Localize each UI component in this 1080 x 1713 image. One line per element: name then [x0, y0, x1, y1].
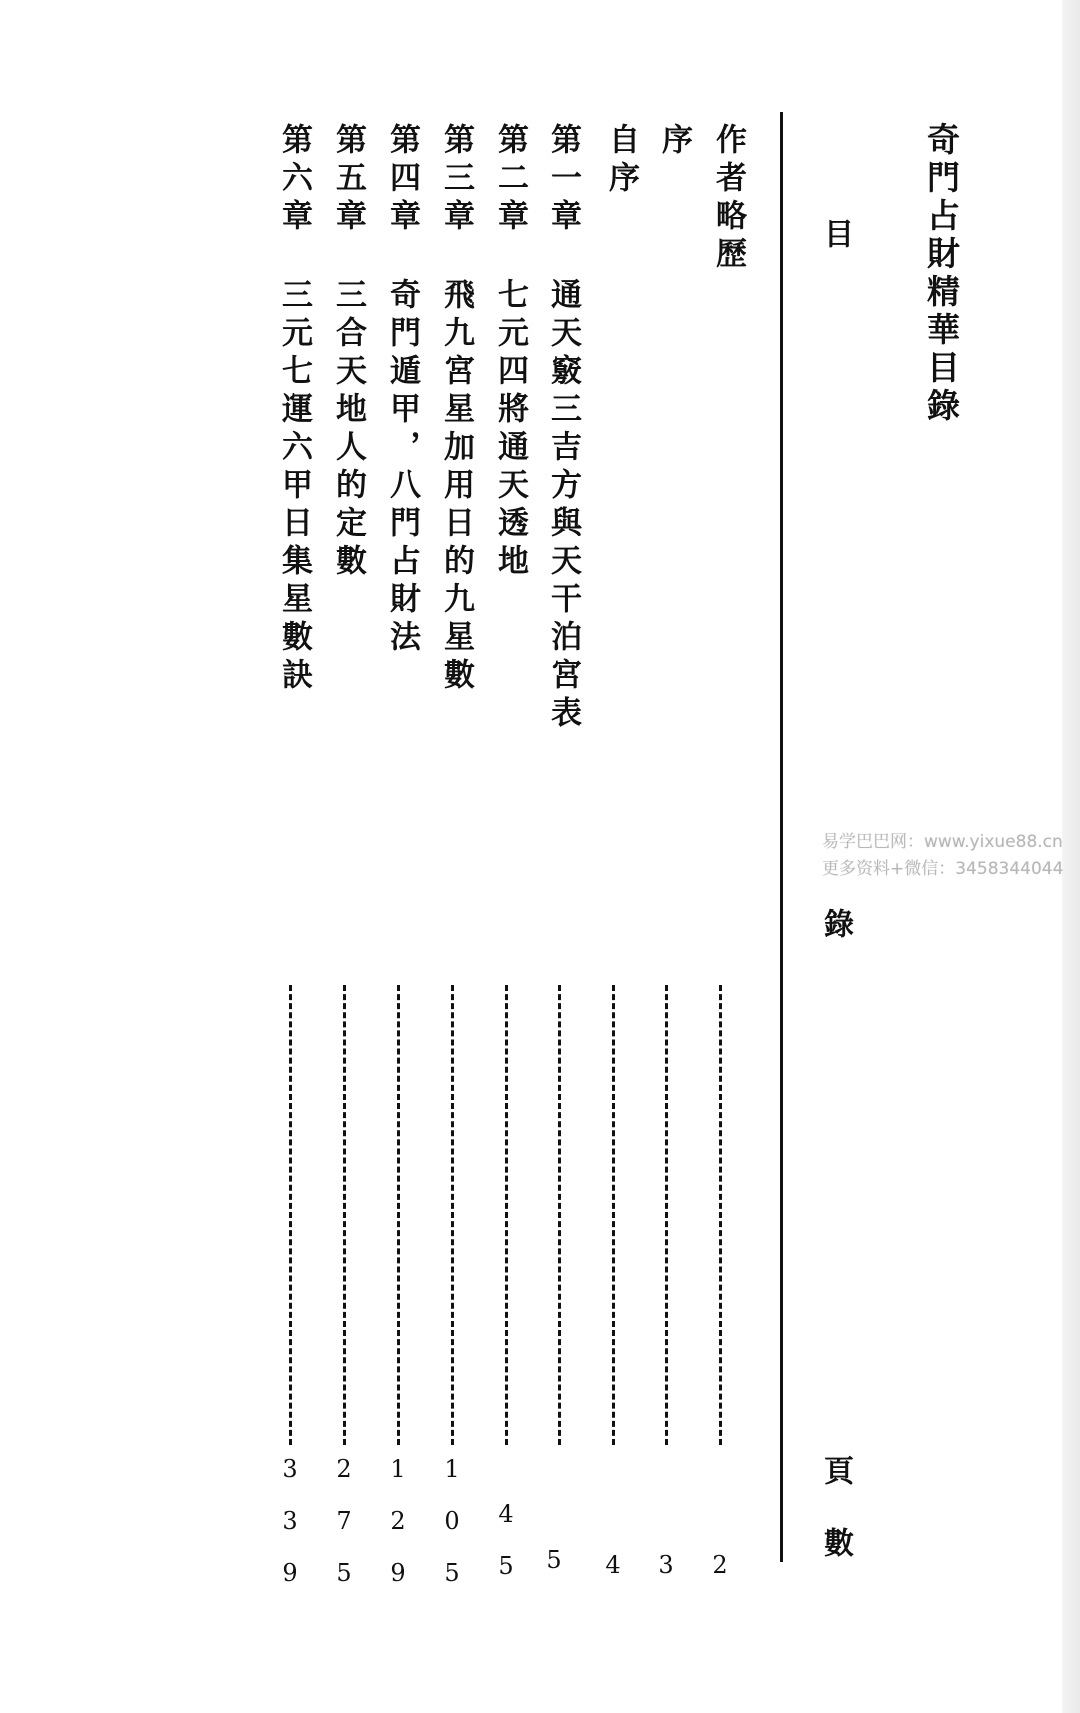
watermark-line-1: 易学巴巴网：www.yixue88.cn	[822, 832, 1063, 852]
header-mu: 目	[818, 218, 853, 248]
toc-entry-label: 自序	[603, 123, 639, 199]
toc-entry-label: 第二章	[492, 123, 528, 237]
page-number: 2	[712, 1551, 728, 1579]
toc-entry-title: 通天竅三吉方與天干泊宮表	[545, 278, 581, 734]
dotted-leader	[451, 985, 454, 1445]
dotted-leader	[397, 985, 400, 1445]
dotted-leader	[665, 985, 668, 1445]
toc-entry-label: 第六章	[276, 123, 312, 237]
toc-entry-title: 三合天地人的定數	[330, 278, 366, 582]
toc-entry-label: 作者略歷	[710, 123, 746, 275]
page-number: 105	[438, 1455, 466, 1611]
dotted-leader	[558, 985, 561, 1445]
toc-entry-label: 第三章	[438, 123, 474, 237]
toc-entry-title: 飛九宮星加用日的九星數	[438, 278, 474, 696]
column-divider	[780, 112, 783, 1562]
dotted-leader	[612, 985, 615, 1445]
page-number: 129	[384, 1455, 412, 1611]
dotted-leader	[289, 985, 292, 1445]
toc-entry-label: 第五章	[330, 123, 366, 237]
toc-entry-label: 第一章	[545, 123, 581, 237]
toc-entry-title: 七元四將通天透地	[492, 278, 528, 582]
page-edge-shadow	[1062, 0, 1080, 1713]
toc-entry-label: 第四章	[384, 123, 420, 237]
watermark-line-2: 更多资料+微信：3458344044	[822, 859, 1064, 879]
page-number: 4	[605, 1551, 621, 1579]
page-number: 339	[276, 1455, 304, 1611]
book-title: 奇門占財精華目錄	[922, 122, 961, 426]
header-lu: 錄	[818, 908, 853, 938]
header-page-count: 頁數	[818, 1455, 853, 1599]
toc-entry-title: 奇門遁甲，八門占財法	[384, 278, 420, 658]
toc-entry-title: 三元七運六甲日集星數訣	[276, 278, 312, 696]
dotted-leader	[505, 985, 508, 1445]
page-number: 275	[330, 1455, 358, 1611]
page-number: 3	[658, 1551, 674, 1579]
dotted-leader	[343, 985, 346, 1445]
page-number: 45	[492, 1500, 520, 1604]
toc-entry-label: 序	[656, 123, 692, 161]
dotted-leader	[719, 985, 722, 1445]
page-number: 5	[546, 1546, 562, 1574]
